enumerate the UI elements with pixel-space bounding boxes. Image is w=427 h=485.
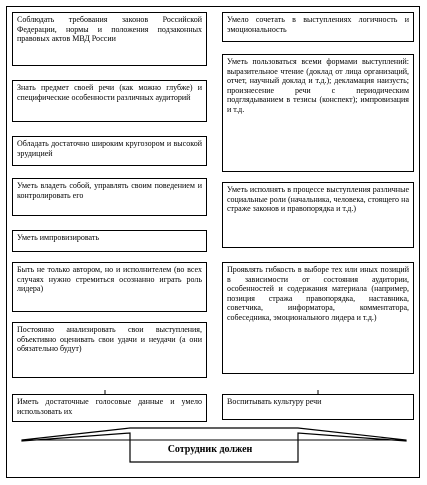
employee-must-label: Сотрудник должен (167, 444, 253, 455)
left-box-1: Соблюдать требования законов Российской Федерации, нормы и положения подзаконных правовых актов МВД России (12, 12, 207, 66)
left-box-5: Уметь импровизировать (12, 230, 207, 252)
right-box-2: Уметь пользоваться всеми формами выступлений: выразительное чтение (доклад от лица организаций, отчет, научный доклад и т.д.); декламация наизусть; произнесение речи с периодическим подглядыванием в тезисы (конспект); импровизация и т.д. (222, 54, 414, 172)
left-box-3: Обладать достаточно широким кругозором и высокой эрудицией (12, 136, 207, 166)
left-box-6: Быть не только автором, но и исполнителем (во всех случаях нужно стремиться осознанно играть роль лидера) (12, 262, 207, 312)
right-box-4: Проявлять гибкость в выборе тех или иных позиций в зависимости от состояния аудитории, особенностей и содержания материала (например, позиция стража правопорядка, наставника, советчика, информатора, комментатора, собеседника, эмоционального лидера и т.д.) (222, 262, 414, 374)
left-box-2: Знать предмет своей речи (как можно глубже) и специфические особенности различных аудиторий (12, 80, 207, 122)
right-box-5: Воспитывать культуру речи (222, 394, 414, 420)
right-box-3: Уметь исполнять в процессе выступления различные социальные роли (начальника, человека, стоящего на страже законов и правопорядка и т.д.) (222, 182, 414, 248)
left-box-4: Уметь владеть собой, управлять своим поведением и контролировать его (12, 178, 207, 216)
left-box-7: Постоянно анализировать свои выступления, объективно оценивать свои удачи и неудачи (а они обязательно будут) (12, 322, 207, 378)
left-box-8: Иметь достаточные голосовые данные и умело использовать их (12, 394, 207, 422)
right-box-1: Умело сочетать в выступлениях логичность и эмоциональность (222, 12, 414, 42)
